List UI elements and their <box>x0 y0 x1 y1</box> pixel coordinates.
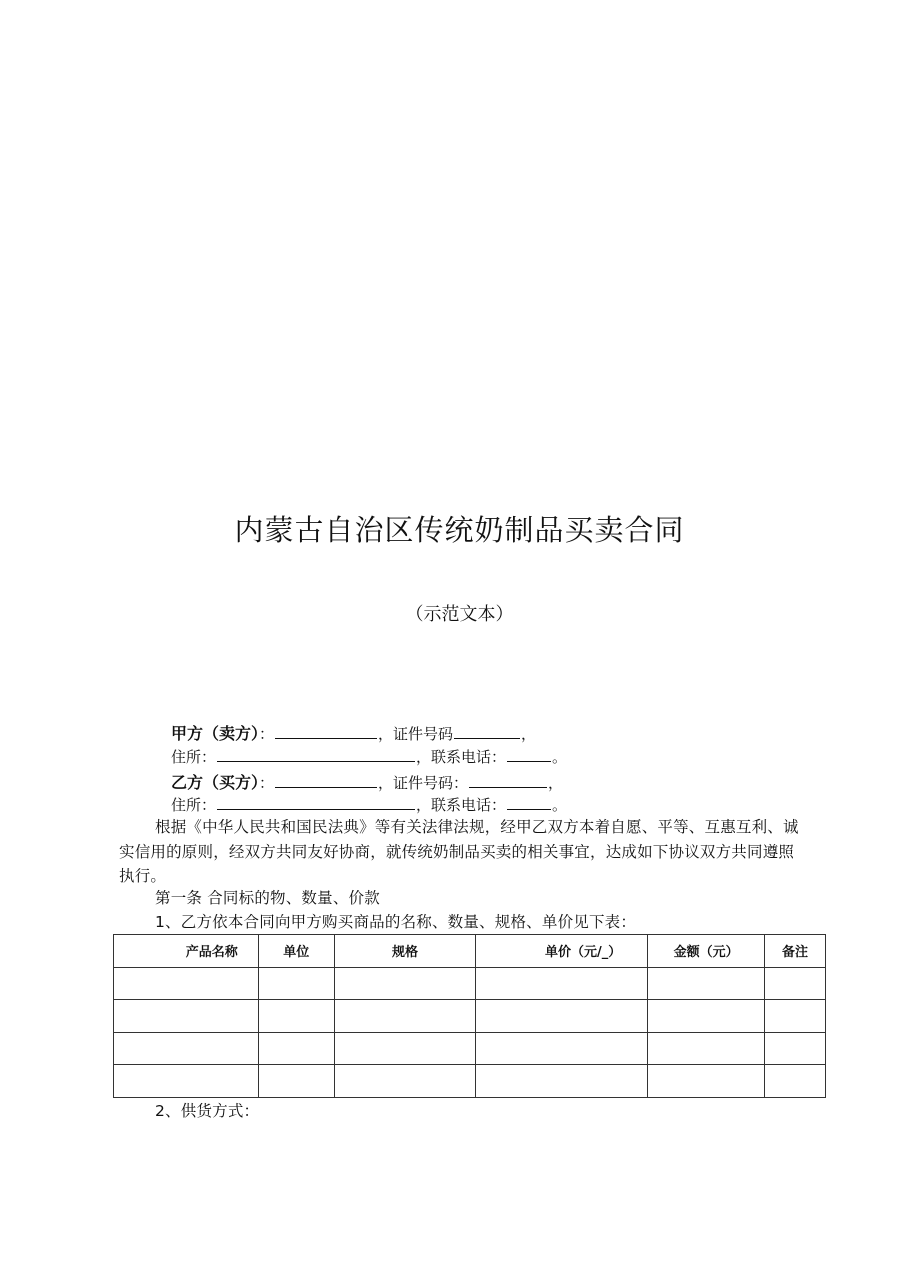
party-a-id-blank[interactable] <box>454 724 520 739</box>
party-a-name-blank[interactable] <box>275 724 377 739</box>
party-b-id-label: ，证件号码： <box>378 774 469 792</box>
party-a-id-end: ， <box>521 725 537 743</box>
table-row <box>114 1065 826 1098</box>
party-a-phone-blank[interactable] <box>507 747 551 762</box>
column-header-spec: 规格 <box>334 935 476 968</box>
table-cell[interactable] <box>476 967 648 1000</box>
column-header-product-name: 产品名称 <box>114 935 259 968</box>
table-row <box>114 967 826 1000</box>
table-cell[interactable] <box>114 967 259 1000</box>
table-cell[interactable] <box>334 1032 476 1065</box>
party-b-phone-label: ，联系电话： <box>416 796 507 814</box>
table-cell[interactable] <box>258 1032 334 1065</box>
table-cell[interactable] <box>334 1000 476 1033</box>
party-b-id-end: ， <box>548 774 564 792</box>
party-a-address-label: 住所： <box>171 748 217 766</box>
table-cell[interactable] <box>476 1000 648 1033</box>
column-header-amount: 金额（元） <box>648 935 765 968</box>
column-header-unit: 单位 <box>258 935 334 968</box>
table-row <box>114 1032 826 1065</box>
party-b-address-blank[interactable] <box>217 795 415 810</box>
party-a-address-blank[interactable] <box>217 747 415 762</box>
party-a-label: 甲方（卖方） <box>171 724 260 743</box>
table-row <box>114 1000 826 1033</box>
table-cell[interactable] <box>648 1000 765 1033</box>
table-cell[interactable] <box>476 1065 648 1098</box>
goods-table <box>113 934 826 1098</box>
item-2-text: 2、供货方式： <box>155 1102 260 1120</box>
table-cell[interactable] <box>258 1065 334 1098</box>
table-cell[interactable] <box>765 1000 826 1033</box>
party-a-phone-end: 。 <box>552 748 568 766</box>
party-b-colon: ： <box>259 774 275 792</box>
party-a-phone-label: ，联系电话： <box>416 748 507 766</box>
table-cell[interactable] <box>114 1000 259 1033</box>
document-title: 内蒙古自治区传统奶制品买卖合同 <box>234 513 685 547</box>
party-a-id-label: ，证件号码 <box>378 725 454 743</box>
table-cell[interactable] <box>765 1065 826 1098</box>
table-cell[interactable] <box>114 1065 259 1098</box>
table-cell[interactable] <box>648 1065 765 1098</box>
table-cell[interactable] <box>648 1032 765 1065</box>
table-cell[interactable] <box>765 1032 826 1065</box>
party-b-id-blank[interactable] <box>469 773 547 788</box>
party-b-address-label: 住所： <box>171 796 217 814</box>
party-a-address-line <box>171 746 567 767</box>
party-a-line <box>171 721 536 744</box>
intro-paragraph: 根据《中华人民共和国民法典》等有关法律法规，经甲乙双方本着自愿、平等、互惠互利、诚实信用的原则，经双方共同友好协商，就传统奶制品买卖的相关事宜，达成如下协议双方共同遵照执行。 <box>119 818 799 885</box>
table-cell[interactable] <box>258 967 334 1000</box>
table-cell[interactable] <box>476 1032 648 1065</box>
party-b-name-blank[interactable] <box>275 773 377 788</box>
table-cell[interactable] <box>334 967 476 1000</box>
party-b-address-line <box>171 794 567 815</box>
party-b-line <box>171 770 563 793</box>
party-b-phone-end: 。 <box>552 796 568 814</box>
table-cell[interactable] <box>648 967 765 1000</box>
table-cell[interactable] <box>258 1000 334 1033</box>
item-1-text: 1、乙方依本合同向甲方购买商品的名称、数量、规格、单价见下表： <box>155 913 637 931</box>
article-1-heading: 第一条 合同标的物、数量、价款 <box>155 889 380 907</box>
party-b-phone-blank[interactable] <box>507 795 551 810</box>
table-header-row <box>114 935 826 968</box>
column-header-remarks: 备注 <box>765 935 826 968</box>
document-subtitle: （示范文本） <box>405 604 514 625</box>
table-cell[interactable] <box>114 1032 259 1065</box>
table-cell[interactable] <box>334 1065 476 1098</box>
column-header-unit-price: 单价（元/_） <box>476 935 648 968</box>
party-b-label: 乙方（买方） <box>171 773 260 792</box>
party-a-colon: ： <box>259 725 275 743</box>
table-cell[interactable] <box>765 967 826 1000</box>
